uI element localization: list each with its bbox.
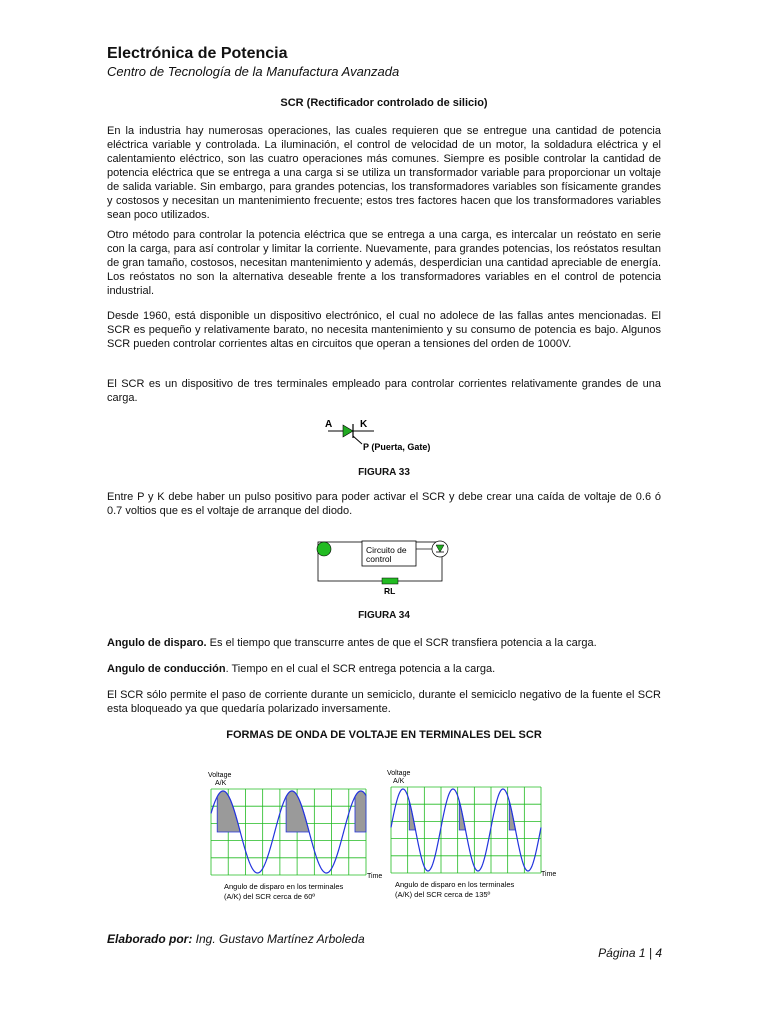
- paragraph-4: El SCR es un dispositivo de tres terminales empleado para controlar corrientes relativamente grandes de una carga.: [107, 378, 661, 404]
- gate-lead: [353, 436, 362, 444]
- label-cathode: K: [360, 419, 368, 430]
- waveforms-figure: [205, 766, 570, 906]
- footer-author: [107, 932, 365, 946]
- label-gate: P (Puerta, Gate): [363, 442, 431, 452]
- footer-author-label: Elaborado por:: [107, 932, 193, 946]
- paragraph-2: Otro método para controlar la potencia eléctrica que se entrega a una carga, es intercalar un reóstato en serie con la carga, para así controlar y limitar la corriente. Nuevamente, para grandes potencias, los reóstatos resultan de gran tamaño, costosos, necesitan mantenimiento y además, desperdician una cantidad apreciable de energía. Los reóstatos no son la alternativa deseable frente a los transformadores variables en el control de potencia industrial.: [107, 229, 661, 297]
- control-circuit-figure: [306, 530, 466, 600]
- waveform-left-ylabel: Voltage: [208, 772, 232, 779]
- figure33-caption: FIGURA 33: [358, 467, 410, 478]
- waveform-left-caption: Angulo de disparo en los terminales: [224, 882, 344, 891]
- waveform-left-xlabel: Time: [367, 873, 383, 880]
- scr-triangle: [343, 425, 353, 437]
- control-box-line2: control: [366, 554, 392, 564]
- paragraph-1: En la industria hay numerosas operaciones, las cuales requieren que se entregue una cantidad de potencia eléctrica variable y controlada. La iluminación, el control de velocidad de un motor, la soldadura eléctrica y el calentamiento eléctrico, son las cuatro operaciones más comunes. Siempre es posible controlar la cantidad de potencia eléctrica que se entrega a una carga si se utiliza un transformador variable para proporcionar un voltaje de salida variable. Sin embargo, para grandes potencias, los transformadores variables son físicamente grandes y costosos y necesitan un mantenimiento frecuente; estos tres factores hacen que los transformadores variables sean poco utilizados.: [107, 125, 661, 221]
- control-box-line1: Circuito de: [366, 545, 407, 555]
- label-rl: RL: [384, 586, 396, 596]
- footer-author-name: Ing. Gustavo Martínez Arboleda: [192, 932, 365, 946]
- waveform-left-caption-2: (A/K) del SCR cerca de 60º: [224, 892, 316, 901]
- waveform-right-caption: Angulo de disparo en los terminales: [395, 880, 515, 889]
- definition-firing-angle: [107, 636, 661, 650]
- conduction-area: [355, 791, 366, 832]
- paragraph-semicycle: El SCR sólo permite el paso de corriente durante un semiciclo, durante el semiciclo negativo de la fuente el SCR esta bloqueado ya que quedaría polarizado inversamente.: [107, 689, 661, 715]
- waveform-right-caption-2: (A/K) del SCR cerca de 135º: [395, 890, 491, 899]
- definition-conduction-angle: [107, 662, 661, 676]
- waveform-right-xlabel: Time: [541, 871, 557, 878]
- waveform-left-conduction-fill: [217, 791, 366, 832]
- header-title: Electrónica de Potencia: [107, 45, 288, 62]
- waveform-left: [208, 772, 382, 901]
- label-anode: A: [325, 419, 333, 430]
- header-subtitle: Centro de Tecnología de la Manufactura Avanzada: [107, 64, 400, 79]
- load-resistor-icon: [382, 578, 398, 584]
- text-firing-angle: Es el tiempo que transcurre antes de que el SCR transfiera potencia a la carga.: [206, 637, 597, 649]
- ac-source-icon: [317, 542, 331, 556]
- waveform-right-ylabel-2: A/K: [393, 778, 405, 785]
- term-firing-angle: Angulo de disparo.: [107, 637, 207, 649]
- page-number: Página 1 | 4: [598, 946, 662, 960]
- paragraph-5: Entre P y K debe haber un pulso positivo para poder activar el SCR y debe crear una caída de voltaje de 0.6 ó 0.7 voltios que es el voltaje de arranque del diodo.: [107, 491, 661, 517]
- section-title: SCR (Rectificador controlado de silicio): [280, 97, 488, 109]
- waveform-right: [387, 770, 556, 899]
- text-conduction-angle: . Tiempo en el cual el SCR entrega potencia a la carga.: [225, 663, 496, 675]
- waveform-right-ylabel: Voltage: [387, 770, 411, 777]
- waveform-left-ylabel-2: A/K: [215, 780, 227, 787]
- figure34-caption: FIGURA 34: [358, 610, 410, 621]
- paragraph-3: Desde 1960, está disponible un dispositivo electrónico, el cual no adolece de las fallas antes mencionadas. El SCR es pequeño y relativamente barato, no necesita mantenimiento y su consumo de potencia es bajo. Algunos SCR pueden controlar corrientes altas en circuitos que operan a tensiones del orden de 1000V.: [107, 310, 661, 350]
- scr-symbol-figure: [318, 412, 468, 458]
- term-conduction-angle: Angulo de conducción: [107, 663, 226, 675]
- waveforms-title: FORMAS DE ONDA DE VOLTAJE EN TERMINALES DEL SCR: [226, 729, 542, 741]
